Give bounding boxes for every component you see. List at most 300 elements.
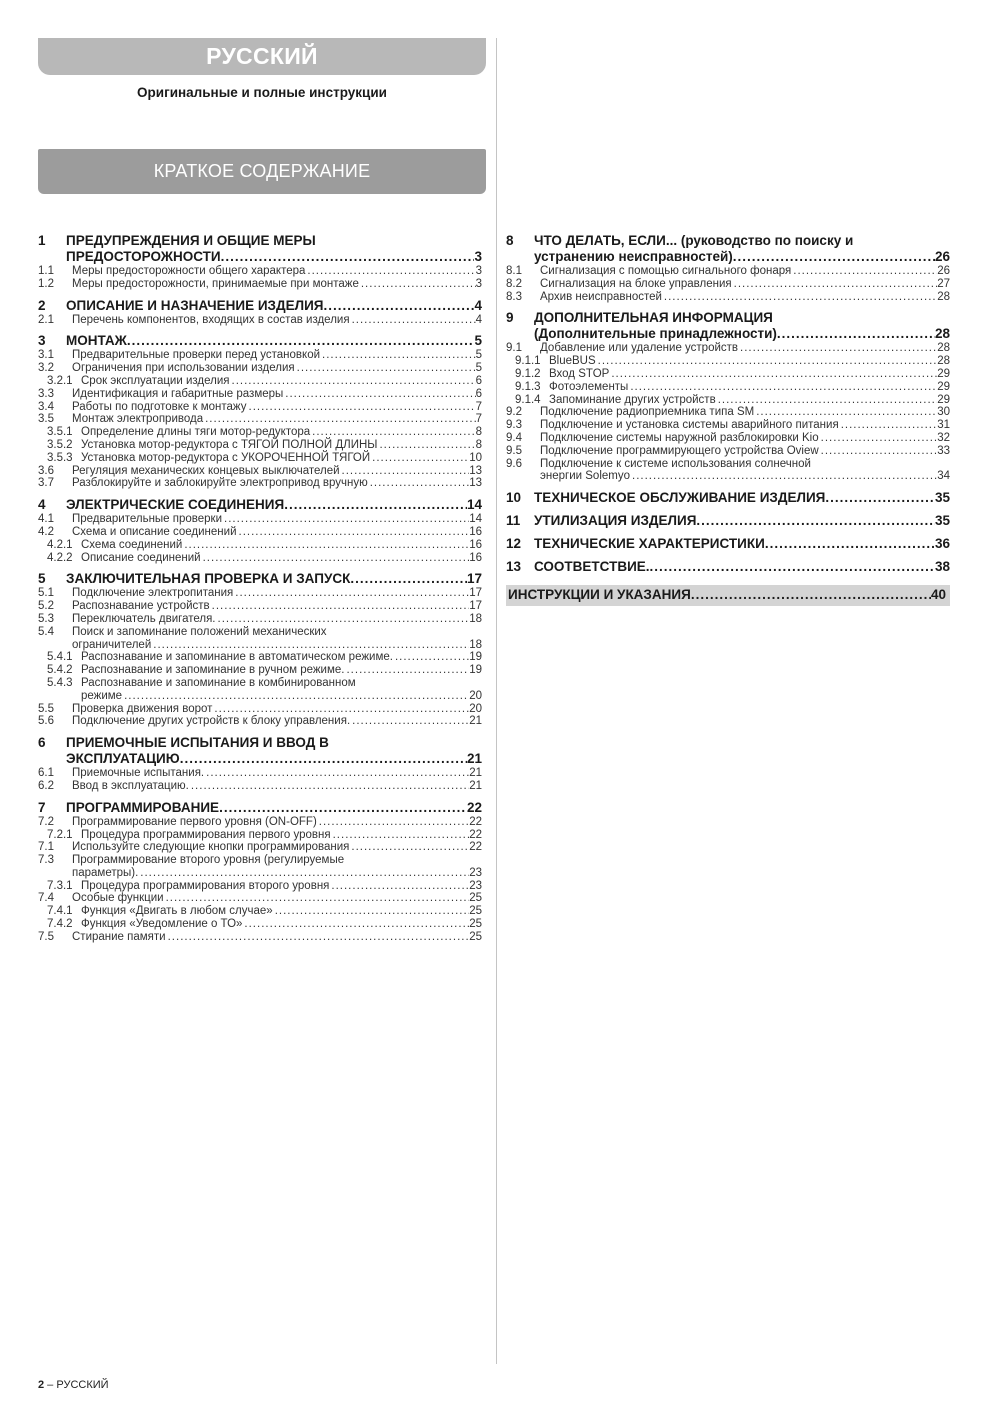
instructions-line[interactable] xyxy=(508,587,946,603)
toc-entry[interactable] xyxy=(38,539,482,552)
dot-leader xyxy=(221,249,475,265)
entry-title: BlueBUS xyxy=(549,355,596,368)
toc-entry[interactable] xyxy=(506,432,950,445)
entry-page: 14 xyxy=(469,513,482,526)
entry-number: 9.1.3 xyxy=(515,380,541,393)
dot-leader xyxy=(237,526,470,539)
toc-entry[interactable] xyxy=(38,477,482,490)
entry-title: Запоминание других устройств xyxy=(549,393,716,406)
entry-content xyxy=(81,664,482,677)
toc-entry[interactable] xyxy=(506,291,950,304)
toc-entry[interactable] xyxy=(506,265,950,278)
section-heading-line[interactable] xyxy=(534,513,950,529)
entry-page: 22 xyxy=(469,828,482,841)
entry-page: 6 xyxy=(475,374,482,387)
section-number: 7 xyxy=(38,799,46,815)
entry-title: энергии Solemyo xyxy=(540,470,630,483)
entry-page: 25 xyxy=(469,918,482,931)
toc-entry[interactable] xyxy=(506,445,950,458)
language-banner: РУССКИЙ xyxy=(38,38,486,75)
dot-leader xyxy=(305,265,475,278)
toc-entry[interactable] xyxy=(38,349,482,362)
entry-number: 1.1 xyxy=(38,265,54,277)
section-heading-page: 14 xyxy=(466,497,482,513)
entry-content xyxy=(72,931,482,944)
entry-number: 3.1 xyxy=(38,349,54,362)
section-heading-line[interactable] xyxy=(66,800,482,816)
section-body xyxy=(66,497,482,513)
entry-number: 9.1.1 xyxy=(515,355,541,368)
entry-number: 4.2.2 xyxy=(47,551,73,564)
entry-content xyxy=(72,413,482,426)
dot-leader xyxy=(349,841,469,854)
entry-number: 8.1 xyxy=(506,265,522,277)
entry-title-line2 xyxy=(540,470,950,483)
dot-leader xyxy=(122,690,469,703)
entry-content xyxy=(72,513,482,526)
section-body xyxy=(534,536,950,552)
toc-section-2 xyxy=(38,298,482,327)
section-heading-line[interactable] xyxy=(534,536,950,552)
dot-leader xyxy=(370,452,469,465)
toc-entry[interactable] xyxy=(38,880,482,893)
section-heading-title: ПРОГРАММИРОВАНИЕ xyxy=(66,799,220,815)
entry-title: Вход STOP xyxy=(549,367,610,380)
section-heading-page: 4 xyxy=(474,297,482,313)
entry-number: 9.1 xyxy=(506,342,522,355)
dot-leader xyxy=(344,664,469,677)
dot-leader xyxy=(320,349,476,362)
entry-page: 10 xyxy=(469,451,482,464)
toc-entry[interactable] xyxy=(38,854,482,880)
entry-title: Используйте следующие кнопки программирования xyxy=(72,841,350,854)
entry-number: 5.3 xyxy=(38,612,54,625)
section-body xyxy=(534,310,950,342)
toc-section-7 xyxy=(38,800,482,944)
entry-title: Переключатель двигателя. xyxy=(72,612,216,625)
entry-content xyxy=(81,375,482,388)
section-heading-line[interactable] xyxy=(66,751,482,767)
toc-entry[interactable] xyxy=(38,552,482,565)
entry-number: 7.5 xyxy=(38,930,54,943)
toc-entry[interactable] xyxy=(38,600,482,613)
entry-page: 25 xyxy=(469,892,482,905)
dot-leader xyxy=(628,381,937,394)
section-heading-page: 5 xyxy=(474,333,482,349)
dot-leader xyxy=(329,880,469,893)
entry-title: Подключение системы наружной разблокировки Kio xyxy=(540,431,819,444)
section-heading-line[interactable] xyxy=(66,571,482,587)
entry-title: Определение длины тяги мотор-редуктора xyxy=(81,426,311,439)
entry-title-line1: Программирование второго уровня (регулируемые xyxy=(72,854,345,867)
dot-leader xyxy=(138,867,469,880)
entry-number: 3.3 xyxy=(38,387,54,400)
entry-title: Процедура программирования первого уровня xyxy=(81,828,331,841)
entry-number: 7.4.1 xyxy=(47,905,73,918)
entry-number: 4.2 xyxy=(38,525,54,538)
section-heading-title: ТЕХНИЧЕСКОЕ ОБСЛУЖИВАНИЕ ИЗДЕЛИЯ xyxy=(534,490,826,506)
entry-number: 9.3 xyxy=(506,419,522,432)
toc-section-8 xyxy=(506,233,950,303)
entry-page: 16 xyxy=(469,551,482,564)
entry-title-line2 xyxy=(72,867,482,880)
dot-leader xyxy=(283,388,475,401)
dot-leader xyxy=(182,539,469,552)
toc-entry[interactable] xyxy=(38,905,482,918)
entry-number: 3.4 xyxy=(38,400,54,413)
toc-entry[interactable] xyxy=(38,401,482,414)
entry-number: 7.2 xyxy=(38,815,54,828)
entry-page: 32 xyxy=(937,431,950,444)
entry-content xyxy=(81,918,482,931)
dot-leader xyxy=(127,333,475,349)
entry-title: Фотоэлементы xyxy=(549,380,629,393)
entry-content xyxy=(540,278,950,291)
toc-entry[interactable] xyxy=(38,767,482,780)
toc-section-6 xyxy=(38,735,482,793)
toc-entry[interactable] xyxy=(38,362,482,375)
section-body xyxy=(534,233,950,265)
section-heading-page: 21 xyxy=(466,751,482,767)
dot-leader xyxy=(310,426,475,439)
toc-entry[interactable] xyxy=(38,780,482,793)
section-heading-line[interactable] xyxy=(534,559,950,575)
entry-number: 9.2 xyxy=(506,406,522,419)
entry-number: 9.6 xyxy=(506,457,522,470)
entry-title: Предварительные проверки перед установкой xyxy=(72,349,321,362)
entry-title: Подключение других устройств к блоку управления. xyxy=(72,715,351,728)
entry-number: 9.1.2 xyxy=(515,367,541,380)
toc-entry[interactable] xyxy=(38,841,482,854)
dot-leader xyxy=(350,715,469,728)
dot-leader xyxy=(219,800,467,816)
entry-title: Работы по подготовке к монтажу xyxy=(72,400,247,413)
entry-content xyxy=(72,841,482,854)
entry-content xyxy=(549,394,950,407)
entry-page: 23 xyxy=(469,866,482,879)
page-footer xyxy=(38,1379,109,1391)
entry-page: 19 xyxy=(469,664,482,677)
toc-entry[interactable] xyxy=(506,355,950,368)
dot-leader xyxy=(630,470,937,483)
toc-entry[interactable] xyxy=(38,829,482,842)
entry-number: 5.5 xyxy=(38,702,54,715)
entry-number: 9.1.4 xyxy=(515,393,541,406)
entry-content xyxy=(81,552,482,565)
entry-title-line1: Распознавание и запоминание в комбинированном xyxy=(81,676,356,689)
entry-content xyxy=(540,265,950,278)
entry-number: 5.4.2 xyxy=(47,664,73,677)
section-number: 8 xyxy=(506,233,514,248)
section-body xyxy=(66,571,482,587)
section-heading-title: МОНТАЖ xyxy=(66,333,127,349)
toc-entry[interactable] xyxy=(38,413,482,426)
entry-page: 31 xyxy=(937,419,950,432)
entry-title: Срок эксплуатации изделия xyxy=(81,374,230,387)
dot-leader xyxy=(151,639,469,652)
entry-content xyxy=(72,477,482,490)
entry-content xyxy=(81,439,482,452)
section-number: 12 xyxy=(506,536,522,552)
entry-title: Идентификация и габаритные размеры xyxy=(72,387,284,400)
dot-leader xyxy=(180,751,467,767)
toc-entry[interactable] xyxy=(38,314,482,327)
entry-number: 7.2.1 xyxy=(47,828,73,841)
toc-entry[interactable] xyxy=(506,342,950,355)
entry-content xyxy=(72,600,482,613)
entry-page: 5 xyxy=(475,362,482,375)
entry-content xyxy=(81,880,482,893)
entry-content xyxy=(81,829,482,842)
toc-section-11 xyxy=(506,513,950,529)
section-body xyxy=(66,800,482,816)
toc-entry[interactable] xyxy=(38,816,482,829)
dot-leader xyxy=(210,600,470,613)
section-number: 3 xyxy=(38,333,46,349)
toc-entry[interactable] xyxy=(38,703,482,716)
entry-page: 13 xyxy=(469,464,482,477)
dot-leader xyxy=(368,477,469,490)
entry-content xyxy=(72,767,482,780)
footer-separator: – xyxy=(44,1379,57,1391)
entry-title: ограничителей xyxy=(72,638,152,651)
section-number: 6 xyxy=(38,735,46,751)
entry-number: 7.4.2 xyxy=(47,918,73,931)
entry-number: 3.5.1 xyxy=(47,426,73,439)
column-divider xyxy=(496,38,497,1364)
dot-leader xyxy=(350,314,476,327)
section-heading-page: 22 xyxy=(466,799,482,815)
section-title-line1: ЧТО ДЕЛАТЬ, ЕСЛИ... (руководство по поиску и xyxy=(534,233,854,248)
entry-title: Установка мотор-редуктора с УКОРОЧЕННОЙ ТЯГОЙ xyxy=(81,451,371,464)
entry-title: Установка мотор-редуктора с ТЯГОЙ ПОЛНОЙ ДЛИНЫ xyxy=(81,438,378,451)
entry-title: Добавление или удаление устройств xyxy=(540,342,739,355)
entry-page: 23 xyxy=(469,879,482,892)
section-heading-line[interactable] xyxy=(66,298,482,314)
entry-content xyxy=(72,362,482,375)
entry-page: 3 xyxy=(475,265,482,277)
toc-right-column xyxy=(506,233,950,606)
toc-entry[interactable] xyxy=(38,715,482,728)
entry-number: 4.1 xyxy=(38,513,54,526)
toc-entry[interactable] xyxy=(38,664,482,677)
toc-entry[interactable] xyxy=(38,388,482,401)
section-number: 11 xyxy=(506,513,521,529)
toc-entry[interactable] xyxy=(38,426,482,439)
entry-number: 5.1 xyxy=(38,587,54,600)
entry-content xyxy=(72,816,482,829)
dot-leader xyxy=(819,445,938,458)
toc-left-column xyxy=(38,233,482,951)
section-number: 13 xyxy=(506,559,522,575)
entry-title: Меры предосторожности общего характера xyxy=(72,265,306,277)
entry-title: Распознавание устройств xyxy=(72,600,210,613)
toc-entry[interactable] xyxy=(38,626,482,652)
dot-leader xyxy=(839,419,938,432)
section-heading-line[interactable] xyxy=(534,490,950,506)
dot-leader xyxy=(716,394,938,407)
entry-page: 30 xyxy=(937,406,950,419)
toc-entry[interactable] xyxy=(506,419,950,432)
toc-entry[interactable] xyxy=(38,278,482,291)
entry-page: 26 xyxy=(937,265,950,277)
toc-section-9 xyxy=(506,310,950,483)
toc-entry[interactable] xyxy=(38,452,482,465)
toc-entry[interactable] xyxy=(38,918,482,931)
toc-entry[interactable] xyxy=(38,439,482,452)
toc-entry[interactable] xyxy=(38,587,482,600)
toc-entry[interactable] xyxy=(506,458,950,484)
dot-leader xyxy=(216,613,470,626)
section-heading-page: 28 xyxy=(934,326,950,342)
footer-page-number: 2 xyxy=(38,1379,45,1391)
dot-leader xyxy=(233,587,469,600)
entry-title: Ограничения при использовании изделия xyxy=(72,362,295,375)
section-heading-line[interactable] xyxy=(66,333,482,349)
section-heading-title: ОПИСАНИЕ И НАЗНАЧЕНИЕ ИЗДЕЛИЯ xyxy=(66,297,324,313)
entry-page: 33 xyxy=(937,444,950,457)
entry-page: 3 xyxy=(475,277,482,290)
section-heading-line[interactable] xyxy=(534,326,950,342)
entry-content xyxy=(81,677,482,703)
entry-number: 1.2 xyxy=(38,277,54,290)
toc-entry[interactable] xyxy=(38,513,482,526)
entry-page: 16 xyxy=(469,538,482,551)
toc-entry[interactable] xyxy=(506,406,950,419)
entry-title: Программирование первого уровня (ON-OFF) xyxy=(72,815,317,828)
toc-entry[interactable] xyxy=(38,375,482,388)
entry-title: Особые функции xyxy=(72,892,164,905)
entry-content xyxy=(81,426,482,439)
entry-number: 8.3 xyxy=(506,290,522,303)
dot-leader xyxy=(825,490,935,506)
dot-leader xyxy=(609,368,937,381)
entry-page: 18 xyxy=(469,612,482,625)
entry-content xyxy=(540,406,950,419)
entry-page: 25 xyxy=(469,930,482,943)
toc-entry[interactable] xyxy=(38,651,482,664)
dot-leader xyxy=(377,439,475,452)
entry-content xyxy=(540,419,950,432)
entry-content xyxy=(549,368,950,381)
dot-leader xyxy=(242,918,469,931)
section-heading-title: ЭЛЕКТРИЧЕСКИЕ СОЕДИНЕНИЯ xyxy=(66,497,285,513)
entry-content xyxy=(81,651,482,664)
section-heading-page: 36 xyxy=(934,536,950,552)
dot-leader xyxy=(819,432,938,445)
section-title-line1: ПРИЕМОЧНЫЕ ИСПЫТАНИЯ И ВВОД В xyxy=(66,735,329,751)
entry-number: 9.5 xyxy=(506,444,522,457)
entry-content xyxy=(549,355,950,368)
dot-leader xyxy=(212,703,469,716)
section-body xyxy=(534,559,950,575)
toc-instructions-entry[interactable] xyxy=(506,585,950,606)
entry-page: 21 xyxy=(469,767,482,780)
section-heading-line[interactable] xyxy=(534,249,950,265)
dot-leader xyxy=(350,571,467,587)
toc-section-1 xyxy=(38,233,482,291)
entry-title: Схема и описание соединений xyxy=(72,525,237,538)
toc-entry[interactable] xyxy=(506,394,950,407)
entry-number: 5.2 xyxy=(38,600,54,613)
dot-leader xyxy=(166,931,470,944)
entry-title-line1: Поиск и запоминание положений механических xyxy=(72,625,327,638)
section-body xyxy=(534,513,950,529)
entry-number: 5.4.1 xyxy=(47,651,73,664)
section-heading-title: СООТВЕТСТВИЕ. xyxy=(534,559,650,575)
entry-page: 25 xyxy=(469,905,482,918)
dot-leader xyxy=(222,513,469,526)
section-number: 1 xyxy=(38,233,46,248)
section-body xyxy=(66,735,482,767)
entry-number: 7.4 xyxy=(38,892,54,905)
toc-entry[interactable] xyxy=(506,368,950,381)
entry-title: Проверка движения ворот xyxy=(72,702,213,715)
dot-leader xyxy=(247,401,476,414)
instructions-title: ИНСТРУКЦИИ И УКАЗАНИЯ xyxy=(508,587,691,603)
section-heading-title: УТИЛИЗАЦИЯ ИЗДЕЛИЯ xyxy=(534,513,697,529)
section-body xyxy=(66,333,482,349)
entry-number: 3.5 xyxy=(38,413,54,426)
entry-title: Функция «Двигать в любом случае» xyxy=(81,905,273,918)
entry-title: Приемочные испытания. xyxy=(72,767,205,780)
document-subtitle: Оригинальные и полные инструкции xyxy=(137,85,387,100)
toc-entry[interactable] xyxy=(38,931,482,944)
entry-title-line2 xyxy=(72,639,482,652)
entry-number: 6.1 xyxy=(38,767,54,780)
section-body xyxy=(66,298,482,314)
toc-entry[interactable] xyxy=(38,465,482,478)
entry-page: 18 xyxy=(469,638,482,651)
entry-page: 20 xyxy=(469,689,482,702)
entry-page: 28 xyxy=(937,355,950,368)
entry-content xyxy=(540,458,950,484)
entry-title: Архив неисправностей xyxy=(540,290,662,303)
dot-leader xyxy=(691,587,931,603)
entry-content xyxy=(72,626,482,652)
entry-page: 29 xyxy=(937,367,950,380)
entry-title: Монтаж электропривода xyxy=(72,413,204,426)
entry-content xyxy=(81,452,482,465)
entry-content xyxy=(72,465,482,478)
entry-content xyxy=(72,401,482,414)
toc-entry[interactable] xyxy=(506,278,950,291)
entry-page: 29 xyxy=(937,393,950,406)
toc-entry[interactable] xyxy=(38,892,482,905)
toc-entry[interactable] xyxy=(38,677,482,703)
section-heading-line[interactable] xyxy=(66,497,482,513)
entry-content xyxy=(72,892,482,905)
entry-title: Сигнализация с помощью сигнального фонаря xyxy=(540,265,792,277)
entry-title: Регуляция механических концевых выключателей xyxy=(72,464,340,477)
entry-content xyxy=(540,432,950,445)
toc-entry[interactable] xyxy=(38,613,482,626)
section-heading-line[interactable] xyxy=(66,249,482,265)
toc-entry[interactable] xyxy=(38,265,482,278)
section-number: 10 xyxy=(506,490,522,506)
entry-title: Процедура программирования второго уровня xyxy=(81,879,330,892)
section-body xyxy=(66,233,482,265)
dot-leader xyxy=(732,278,938,291)
toc-entry[interactable] xyxy=(506,381,950,394)
entry-title: Распознавание и запоминание в ручном режиме. xyxy=(81,664,345,677)
entry-title: параметры). xyxy=(72,866,139,879)
entry-page: 17 xyxy=(469,600,482,613)
toc-entry[interactable] xyxy=(38,526,482,539)
section-heading-title: ТЕХНИЧЕСКИЕ ХАРАКТЕРИСТИКИ xyxy=(534,536,765,552)
entry-page: 27 xyxy=(937,277,950,290)
entry-page: 6 xyxy=(475,387,482,400)
